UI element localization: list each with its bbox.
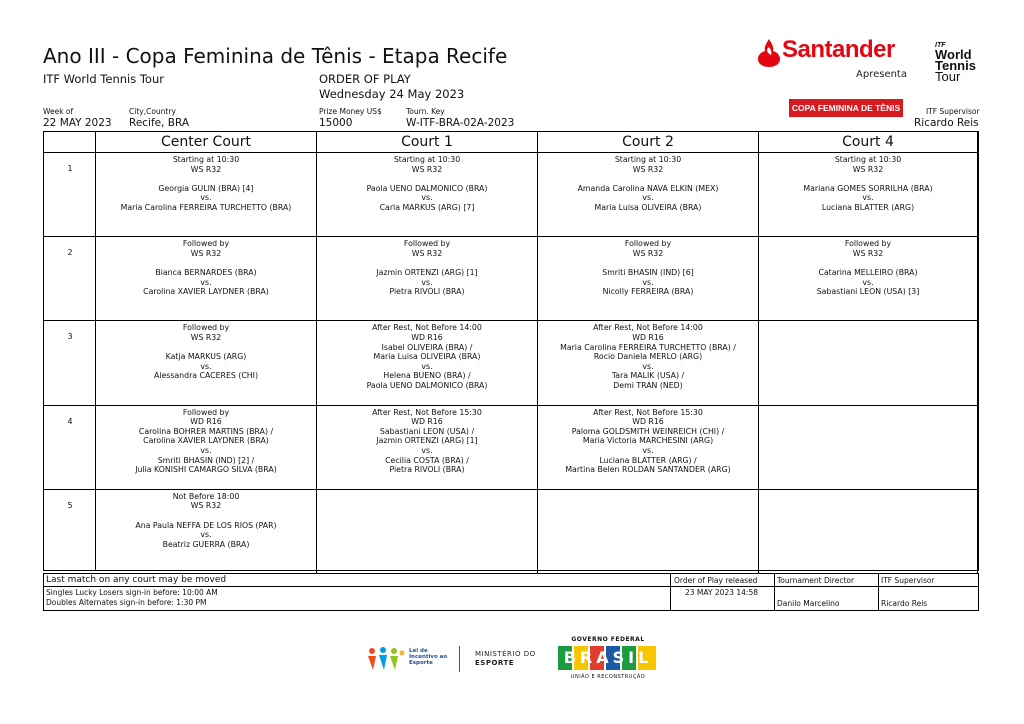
supervisor-value: Ricardo Reis xyxy=(914,117,979,129)
match-cell xyxy=(538,321,759,404)
wtt-tennis: Tennis xyxy=(935,58,976,73)
versus-text: vs. xyxy=(642,445,654,455)
player-name: Nicolly FERREIRA (BRA) xyxy=(602,287,694,297)
player-name: Alessandra CACERES (CHI) xyxy=(153,371,259,381)
released-value: 23 MAY 2023 14:58 xyxy=(685,588,758,597)
player-name: Maria Luisa OLIVEIRA (BRA) xyxy=(594,202,702,212)
supervisor-label: ITF Supervisor xyxy=(926,107,980,116)
player-name: Amanda Carolina NAVA ELKIN (MEX) xyxy=(577,183,719,193)
match-cell xyxy=(538,153,759,236)
match-round: WS R32 xyxy=(852,248,884,258)
match-cell xyxy=(759,406,978,489)
player-name: Carolina XAVIER LAYDNER (BRA) xyxy=(143,436,269,446)
match-round: WS R32 xyxy=(852,164,884,174)
match-cell xyxy=(538,406,759,489)
versus-text: vs. xyxy=(200,277,212,287)
header-blank-cell xyxy=(44,132,96,152)
player-name: Carolina XAVIER LAYDNER (BRA) xyxy=(143,287,269,297)
match-cell xyxy=(538,237,759,320)
order-of-play-label: ORDER OF PLAY xyxy=(319,72,411,86)
match-time: Followed by xyxy=(844,239,892,249)
city-value: Recife, BRA xyxy=(129,117,190,129)
row-number: 2 xyxy=(67,248,73,258)
director-value: Danilo Marcelino xyxy=(777,599,840,608)
match-round: WS R32 xyxy=(632,248,664,258)
player-name: Rocio Daniela MERLO (ARG) xyxy=(593,352,703,362)
released-label: Order of Play released xyxy=(674,576,758,585)
match-cell xyxy=(759,321,978,404)
last-match-note: Last match on any court may be moved xyxy=(46,575,227,585)
player-name: Catarina MELLEIRO (BRA) xyxy=(818,267,918,277)
logo-divider xyxy=(459,646,460,672)
player-name: Martina Belen ROLDAN SANTANDER (ARG) xyxy=(565,465,731,475)
match-time: Starting at 10:30 xyxy=(172,155,240,164)
page-title: Ano III - Copa Feminina de Tênis - Etapa Recife xyxy=(43,44,508,68)
copa-feminina-banner: COPA FEMININA DE TÊNIS xyxy=(789,99,903,117)
match-cell xyxy=(317,153,538,236)
player-name: Tara MALIK (USA) / xyxy=(611,371,685,381)
player-name: Ana Paula NEFFA DE LOS RIOS (PAR) xyxy=(135,520,277,530)
athletes-icon xyxy=(366,646,406,672)
player-name: Luciana BLATTER (ARG) / xyxy=(599,455,697,465)
versus-text: vs. xyxy=(200,193,212,203)
player-name: Demi TRAN (NED) xyxy=(613,380,683,390)
court-header: Court 1 xyxy=(317,132,538,152)
match-cell xyxy=(759,237,978,320)
match-round: WS R32 xyxy=(190,164,222,174)
player-name: Julia KONISHI CAMARGO SILVA (BRA) xyxy=(135,465,277,475)
match-cell xyxy=(317,237,538,320)
match-round: WD R16 xyxy=(632,417,664,427)
match-round: WD R16 xyxy=(411,417,443,427)
versus-text: vs. xyxy=(421,361,433,371)
court-header: Court 4 xyxy=(759,132,978,152)
city-label: City,Country xyxy=(129,107,176,116)
player-name: Smriti BHASIN (IND) [2] / xyxy=(157,455,255,465)
wtt-world: World xyxy=(935,47,972,62)
versus-text: vs. xyxy=(642,277,654,287)
match-round: WS R32 xyxy=(411,248,443,258)
match-time: After Rest, Not Before 15:30 xyxy=(372,407,482,417)
match-cell xyxy=(317,490,538,573)
player-name: Bianca BERNARDES (BRA) xyxy=(155,267,257,277)
versus-text: vs. xyxy=(200,361,212,371)
player-name: Georgia GULIN (BRA) [4] xyxy=(158,183,254,193)
match-cell xyxy=(759,153,978,236)
match-cell xyxy=(96,237,317,320)
match-cell xyxy=(96,153,317,236)
lucky-losers-note: Singles Lucky Losers sign-in before: 10:00 AM xyxy=(46,588,218,597)
itf-text: ITF xyxy=(935,42,946,49)
uniao-text: UNIÃO E RECONSTRUÇÃO xyxy=(570,674,646,680)
match-time: Not Before 18:00 xyxy=(172,491,240,501)
match-round: WS R32 xyxy=(190,248,222,258)
footer-supervisor-label: ITF Supervisor xyxy=(881,576,935,585)
versus-text: vs. xyxy=(642,361,654,371)
prize-label: Prize Money US$ xyxy=(319,107,382,116)
week-of-value: 22 MAY 2023 xyxy=(43,117,112,129)
player-name: Maria Carolina FERREIRA TURCHETTO (BRA) / xyxy=(560,342,736,352)
ministerio-line-2: ESPORTE xyxy=(475,659,515,667)
brasil-text: BRASIL xyxy=(563,648,653,667)
player-name: Sabastiani LEON (USA) / xyxy=(379,426,475,436)
player-name: Luciana BLATTER (ARG) xyxy=(821,202,915,212)
match-cell xyxy=(96,490,317,573)
match-cell xyxy=(538,490,759,573)
match-round: WD R16 xyxy=(190,417,222,427)
match-cell xyxy=(96,321,317,404)
player-name: Sabastiani LEON (USA) [3] xyxy=(816,287,920,297)
player-name: Katja MARKUS (ARG) xyxy=(165,352,247,362)
court-header: Court 2 xyxy=(538,132,759,152)
wtt-tour: Tour xyxy=(935,69,961,84)
match-time: After Rest, Not Before 15:30 xyxy=(593,407,703,417)
match-time: Starting at 10:30 xyxy=(614,155,682,164)
governo-federal-logo xyxy=(558,636,658,682)
match-time: Starting at 10:30 xyxy=(834,155,902,164)
player-name: Paola UENO DALMONICO (BRA) xyxy=(366,380,488,390)
match-time: Followed by xyxy=(182,323,230,333)
governo-text: GOVERNO FEDERAL xyxy=(571,636,645,643)
week-of-label: Week of xyxy=(43,107,74,116)
match-time: Followed by xyxy=(403,239,451,249)
lei-text: Lei de Incentivo ao Esporte xyxy=(409,648,448,666)
match-cell xyxy=(96,406,317,489)
lei-incentivo-logo xyxy=(366,646,446,672)
row-number: 1 xyxy=(67,164,73,173)
order-of-play-grid xyxy=(43,131,979,571)
world-tennis-tour-logo xyxy=(935,42,985,83)
doubles-alternates-note: Doubles Alternates sign-in before: 1:30 PM xyxy=(46,598,207,607)
versus-text: vs. xyxy=(200,530,212,540)
player-name: Jazmin ORTENZI (ARG) [1] xyxy=(376,267,478,277)
court-header: Center Court xyxy=(96,132,317,152)
ministerio-logo xyxy=(475,650,536,668)
match-cell xyxy=(317,406,538,489)
tourn-key-value: W-ITF-BRA-02A-2023 xyxy=(406,117,515,129)
player-name: Cecilia COSTA (BRA) / xyxy=(385,455,469,465)
player-name: Helena BUENO (BRA) / xyxy=(383,371,471,381)
match-time: Starting at 10:30 xyxy=(393,155,461,164)
match-round: WS R32 xyxy=(411,164,443,174)
player-name: Paloma GOLDSMITH WEINREICH (CHI) / xyxy=(571,426,725,436)
match-cell xyxy=(317,321,538,404)
player-name: Jazmin ORTENZI (ARG) [1] xyxy=(376,436,478,446)
tourn-key-label: Tourn. Key xyxy=(406,107,445,116)
player-name: Carolina BOHRER MARTINS (BRA) / xyxy=(138,426,274,436)
row-number: 5 xyxy=(67,500,73,510)
row-number: 4 xyxy=(67,416,73,426)
player-name: Carla MARKUS (ARG) [7] xyxy=(379,202,475,212)
footer-box xyxy=(43,573,979,611)
match-time: After Rest, Not Before 14:00 xyxy=(593,323,703,333)
player-name: Pietra RIVOLI (BRA) xyxy=(389,465,465,475)
footer-supervisor-value: Ricardo Reis xyxy=(881,599,928,608)
director-label: Tournament Director xyxy=(777,576,855,585)
versus-text: vs. xyxy=(421,277,433,287)
flame-icon xyxy=(756,38,782,68)
versus-text: vs. xyxy=(421,193,433,203)
santander-logo xyxy=(756,36,906,88)
player-name: Smriti BHASIN (IND) [6] xyxy=(602,267,694,277)
match-time: Followed by xyxy=(182,239,230,249)
row-number: 3 xyxy=(67,332,73,342)
player-name: Maria Carolina FERREIRA TURCHETTO (BRA) xyxy=(120,202,292,212)
prize-value: 15000 xyxy=(319,117,353,129)
player-name: Beatriz GUERRA (BRA) xyxy=(162,539,250,549)
tour-name: ITF World Tennis Tour xyxy=(43,72,164,86)
play-date: Wednesday 24 May 2023 xyxy=(319,87,465,101)
player-name: Paola UENO DALMONICO (BRA) xyxy=(366,183,488,193)
match-round: WD R16 xyxy=(411,332,443,342)
match-cell xyxy=(759,490,978,573)
versus-text: vs. xyxy=(421,445,433,455)
match-time: Followed by xyxy=(624,239,672,249)
player-name: Mariana GOMES SORRILHA (BRA) xyxy=(803,183,933,193)
versus-text: vs. xyxy=(642,193,654,203)
match-round: WS R32 xyxy=(190,332,222,342)
match-time: After Rest, Not Before 14:00 xyxy=(372,323,482,333)
player-name: Pietra RIVOLI (BRA) xyxy=(389,287,465,297)
apresenta-text: Apresenta xyxy=(856,69,907,80)
match-time: Followed by xyxy=(182,407,230,417)
player-name: Isabel OLIVEIRA (BRA) / xyxy=(381,342,473,352)
player-name: Maria Luisa OLIVEIRA (BRA) xyxy=(373,352,481,362)
versus-text: vs. xyxy=(200,445,212,455)
match-round: WS R32 xyxy=(190,501,222,511)
santander-wordmark: Santander xyxy=(782,36,895,63)
match-round: WS R32 xyxy=(632,164,664,174)
ministerio-line-1: MINISTÉRIO DO xyxy=(475,650,536,658)
versus-text: vs. xyxy=(862,193,874,203)
player-name: Maria Victoria MARCHESINI (ARG) xyxy=(582,436,714,446)
versus-text: vs. xyxy=(862,277,874,287)
match-round: WD R16 xyxy=(632,332,664,342)
